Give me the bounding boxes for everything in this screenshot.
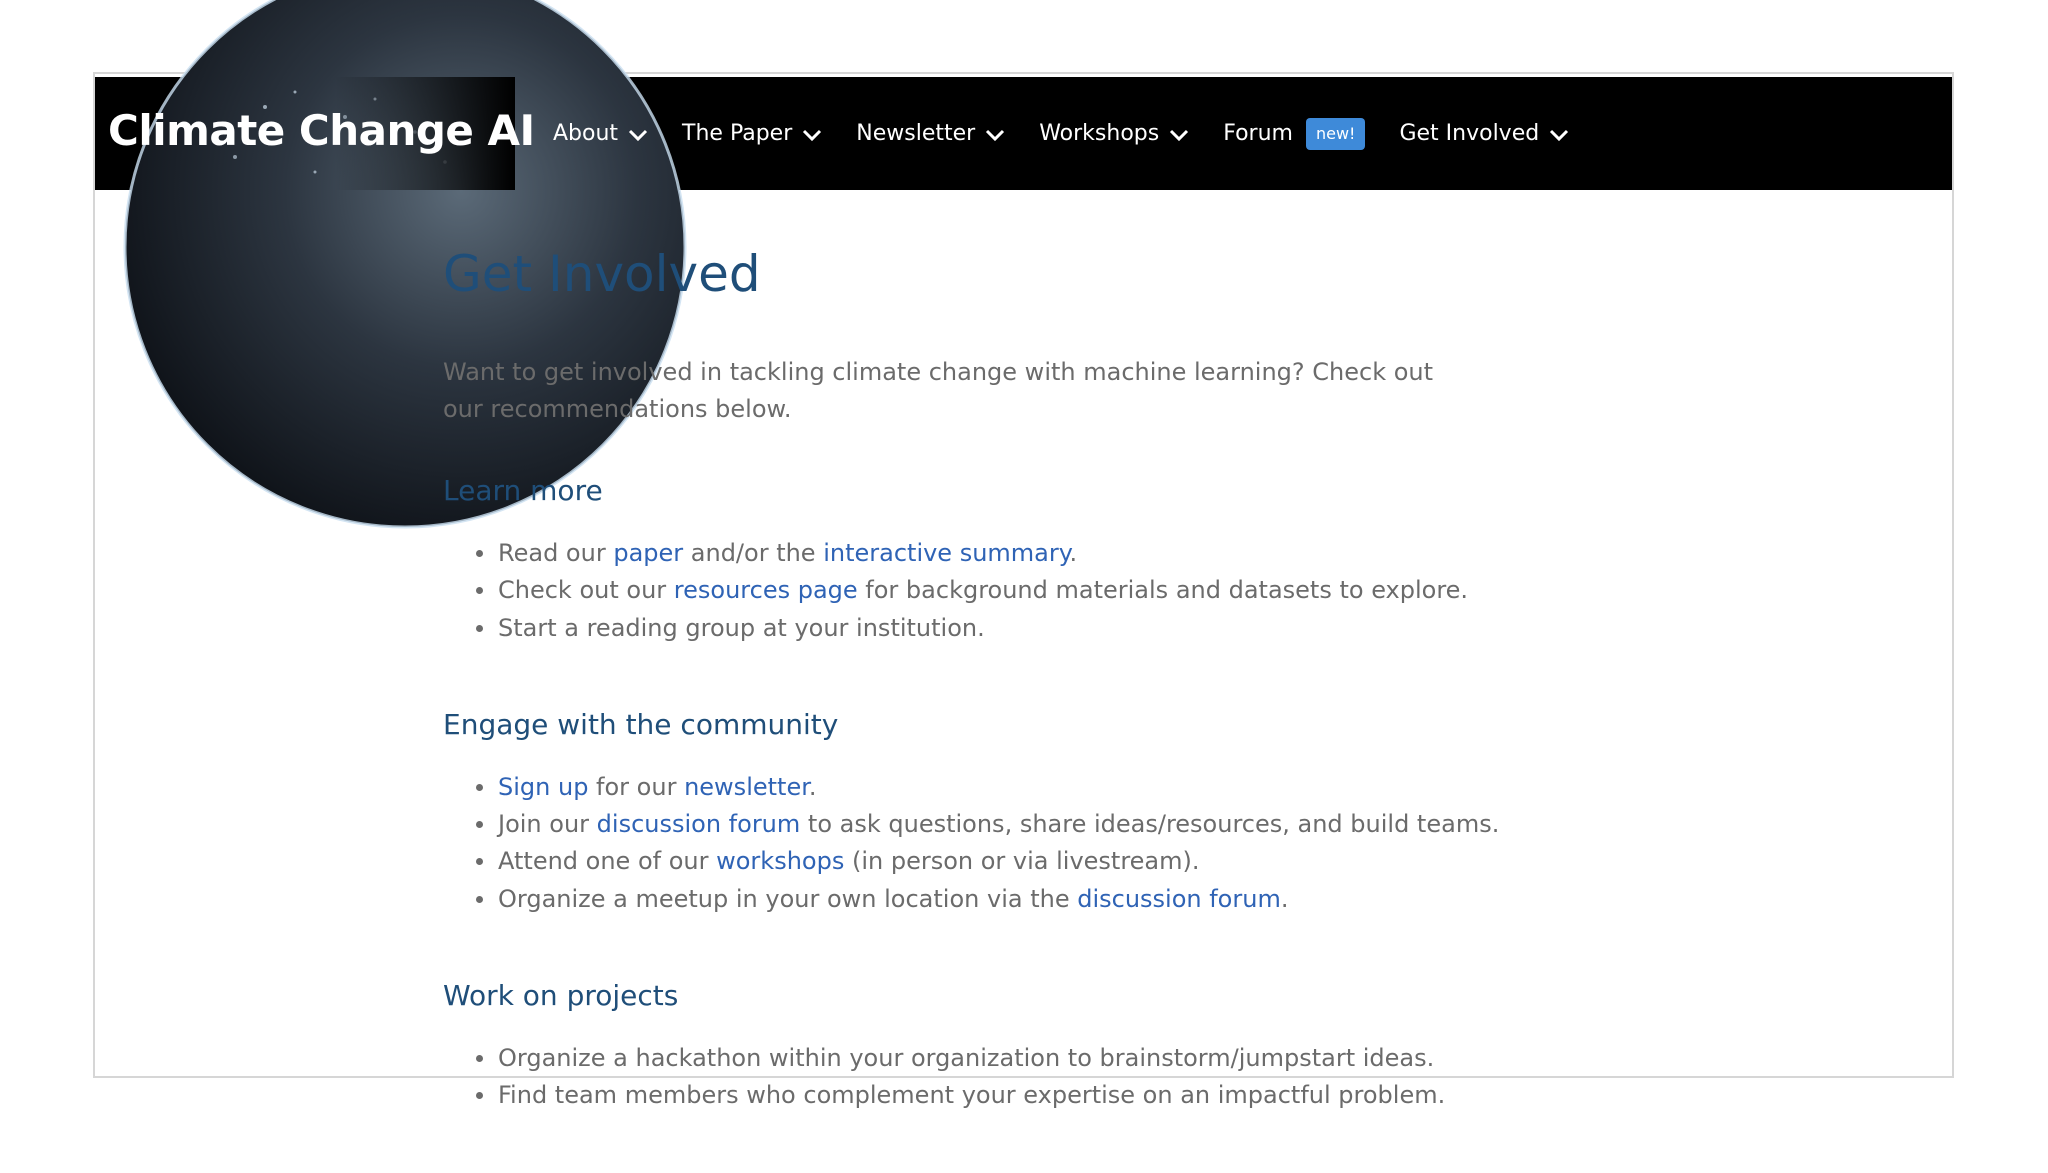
section-engage-community — [443, 705, 1543, 976]
section-learn-more — [443, 471, 1543, 705]
nav-newsletter-label: Newsletter — [856, 121, 976, 146]
list-item — [498, 806, 1543, 843]
nav-the-paper-label: The Paper — [682, 121, 793, 146]
section-list — [443, 769, 1543, 918]
list-text: Read our — [498, 539, 614, 567]
intro-paragraph: Want to get involved in tackling climate change with machine learning? Check out our recommendations below. — [443, 358, 1434, 423]
discussion-forum-link[interactable]: discussion forum — [596, 810, 801, 839]
chevron-down-icon — [1169, 123, 1189, 148]
new-badge: new! — [1306, 118, 1365, 150]
list-text: Check out our — [498, 576, 674, 605]
list-text: to ask questions, share ideas/resources, and build teams. — [800, 810, 1500, 839]
chevron-down-icon — [802, 123, 822, 148]
list-item — [498, 1040, 1543, 1077]
site-logo[interactable]: Climate Change AI — [108, 106, 535, 155]
list-text: Find team members who complement your expertise on an impactful problem. — [498, 1081, 1446, 1110]
section-list — [443, 535, 1543, 647]
list-text: Attend one of our — [498, 847, 717, 876]
top-navbar — [95, 77, 1952, 190]
list-text: for our — [588, 772, 685, 801]
list-item — [498, 535, 1543, 572]
section-heading: Work on projects — [443, 979, 679, 1013]
list-item — [498, 843, 1543, 880]
nav-forum[interactable] — [1223, 118, 1365, 150]
section-list — [443, 1040, 1543, 1115]
list-text: Start a reading group at your institution. — [498, 613, 985, 642]
section-heading: Engage with the community — [443, 707, 839, 741]
list-text: Organize a hackathon within your organization to brainstorm/jumpstart ideas. — [498, 1044, 1435, 1073]
main-nav — [553, 77, 1603, 190]
section-heading: Learn more — [443, 474, 603, 507]
nav-get-involved[interactable] — [1399, 119, 1569, 148]
paper-link[interactable]: paper — [613, 539, 684, 567]
chevron-down-icon — [985, 123, 1005, 148]
list-text: Join our — [498, 810, 597, 839]
section-work-on-projects — [443, 976, 1543, 1173]
list-text: (in person or via livestream). — [844, 847, 1200, 876]
browser-frame — [93, 72, 1954, 1110]
nav-newsletter[interactable] — [856, 119, 1005, 148]
nav-workshops[interactable] — [1039, 119, 1189, 148]
list-item — [498, 881, 1543, 918]
nav-workshops-label: Workshops — [1039, 121, 1160, 146]
resources-page-link[interactable]: resources page — [673, 576, 858, 605]
list-text: Organize a meetup in your own location via the — [498, 884, 1078, 913]
page-title: Get Involved — [443, 245, 761, 303]
list-text: . — [1069, 539, 1078, 567]
main-content — [443, 242, 1543, 1173]
list-item — [498, 572, 1543, 609]
list-text: . — [808, 772, 817, 801]
list-text: . — [1280, 884, 1289, 913]
list-text: for background materials and datasets to explore. — [857, 576, 1469, 605]
discussion-forum-link[interactable]: discussion forum — [1077, 884, 1281, 913]
newsletter-link[interactable]: newsletter — [684, 772, 809, 801]
nav-the-paper[interactable] — [682, 119, 822, 148]
chevron-down-icon — [1549, 123, 1569, 148]
nav-about[interactable] — [553, 119, 648, 148]
list-item — [498, 610, 1543, 647]
list-item — [498, 1077, 1543, 1114]
chevron-down-icon — [628, 123, 648, 148]
interactive-summary-link[interactable]: interactive summary — [823, 539, 1070, 567]
list-text: and/or the — [683, 539, 824, 567]
nav-forum-label: Forum — [1223, 121, 1293, 146]
workshops-link[interactable]: workshops — [716, 847, 845, 876]
nav-get-involved-label: Get Involved — [1399, 121, 1540, 146]
nav-about-label: About — [553, 121, 619, 146]
list-item — [498, 769, 1543, 806]
sign-up-link[interactable]: Sign up — [498, 772, 589, 801]
